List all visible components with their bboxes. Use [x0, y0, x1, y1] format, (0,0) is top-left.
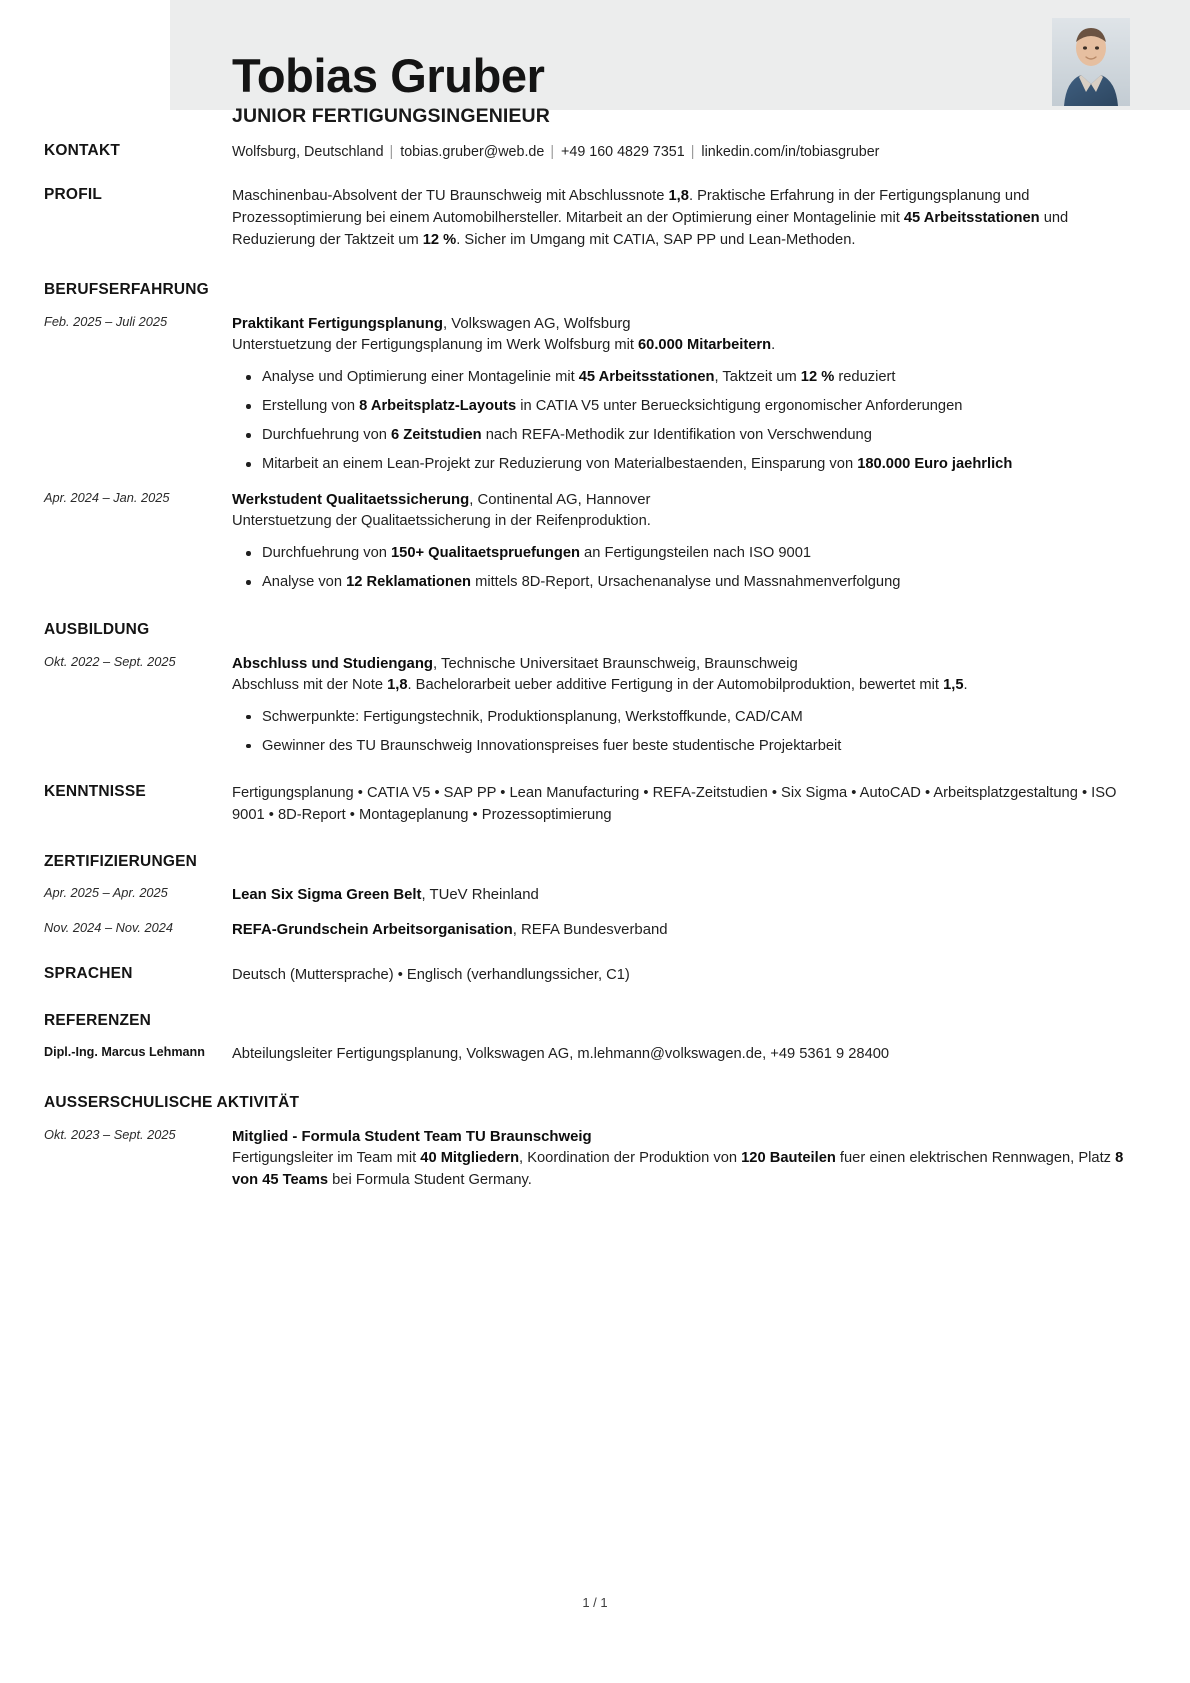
entry-title-strong: Abschluss und Studiengang	[232, 656, 434, 673]
contact-line	[232, 142, 1142, 162]
entry-date: Okt. 2023 – Sept. 2025	[44, 1127, 176, 1143]
extracurricular-section-header	[44, 1094, 1142, 1112]
section-title-kontakt: KONTAKT	[44, 142, 121, 159]
entry-title	[232, 1126, 1142, 1148]
contact-section	[44, 142, 1142, 162]
certification-body	[232, 884, 1142, 906]
page-footer	[0, 1595, 1190, 1610]
list-item: Schwerpunkte: Fertigungstechnik, Produktionsplanung, Werkstoffkunde, CAD/CAM	[262, 706, 1142, 728]
contact-body	[232, 142, 1142, 162]
entry-date: Okt. 2022 – Sept. 2025	[44, 654, 176, 670]
certification-date: Apr. 2025 – Apr. 2025	[44, 884, 168, 900]
reference-name-col	[44, 1044, 232, 1061]
emphasis: 40 Mitgliedern	[420, 1150, 520, 1167]
entry-row	[44, 313, 1142, 475]
emphasis: 8 Arbeitsplatz-Layouts	[359, 398, 517, 415]
entry-date-col	[44, 313, 232, 332]
entry-title: Praktikant Fertigungsplanung, Volkswagen AG, Wolfsburg	[232, 316, 631, 333]
contact-email[interactable]: tobias.gruber@web.de	[400, 144, 545, 160]
contact-divider: |	[690, 144, 695, 160]
education-entries	[44, 653, 1142, 757]
entry-body	[232, 489, 1142, 593]
reference-entries	[44, 1044, 1142, 1066]
certification-entries	[44, 884, 1142, 941]
emphasis: 60.000 Mitarbeitern	[638, 337, 772, 354]
emphasis: 45 Arbeitsstationen	[903, 209, 1040, 226]
emphasis: 6 Zeitstudien	[391, 427, 482, 444]
entry-title-strong: Werkstudent Qualitaetssicherung	[232, 492, 470, 509]
certification-title: Lean Six Sigma Green Belt, TUeV Rheinland	[232, 886, 539, 903]
certification-date-col	[44, 884, 232, 903]
entry-bullet-list	[232, 366, 1142, 475]
reference-row	[44, 1044, 1142, 1066]
entry-summary: Abschluss mit der Note 1,8. Bachelorarbeit ueber additive Fertigung in der Automobilproduktion, bewertet mit 1,5.	[232, 677, 968, 694]
entry-body	[232, 313, 1142, 475]
languages-label-col	[44, 965, 232, 983]
certification-date-col	[44, 919, 232, 938]
emphasis: 12 %	[800, 369, 835, 386]
education-section-header	[44, 621, 1142, 639]
list-item: Analyse von 12 Reklamationen mittels 8D-Report, Ursachenanalyse und Massnahmenverfolgung	[262, 571, 1142, 593]
languages-section	[44, 965, 1142, 987]
languages-body	[232, 965, 1142, 987]
emphasis: 12 Reklamationen	[346, 574, 472, 591]
contact-linkedin[interactable]: linkedin.com/in/tobiasgruber	[701, 144, 880, 160]
profile-body	[232, 186, 1142, 251]
emphasis: 150+ Qualitaetspruefungen	[391, 545, 580, 562]
emphasis: 8 von 45 Teams	[232, 1150, 1124, 1188]
entry-title-strong: Mitglied - Formula Student Team TU Braunschweig	[232, 1129, 592, 1146]
profile-label-col	[44, 186, 232, 204]
entry-body	[232, 653, 1142, 757]
list-item: Erstellung von 8 Arbeitsplatz-Layouts in CATIA V5 unter Beruecksichtigung ergonomischer Anforderungen	[262, 395, 1142, 417]
entry-title-strong: Praktikant Fertigungsplanung	[232, 316, 443, 333]
certification-title-strong: Lean Six Sigma Green Belt	[232, 886, 422, 903]
contact-divider: |	[389, 144, 394, 160]
emphasis: 120 Bauteilen	[741, 1150, 836, 1167]
list-item: Durchfuehrung von 6 Zeitstudien nach REFA-Methodik zur Identifikation von Verschwendung	[262, 424, 1142, 446]
section-title-referenzen: REFERENZEN	[44, 1012, 152, 1030]
certification-row	[44, 884, 1142, 906]
contact-label-col	[44, 142, 232, 160]
entry-date-col	[44, 653, 232, 672]
reference-name: Dipl.-Ing. Marcus Lehmann	[44, 1045, 205, 1060]
profile-text: Maschinenbau-Absolvent der TU Braunschweig mit Abschlussnote 1,8. Praktische Erfahrung in der Fertigungsplanung und Prozessoptimierung bei einem Automobilhersteller. Mitarbeit an der Optimierung einer Montagelinie mit 45 Arbeitsstationen und Reduzierung der Taktzeit um 12 %. Sicher im Umgang mit CATIA, SAP PP und Lean-Methoden.	[232, 188, 1069, 248]
emphasis: 1,8	[668, 188, 689, 205]
skills-label-col	[44, 783, 232, 801]
entry-summary: Fertigungsleiter im Team mit 40 Mitgliedern, Koordination der Produktion von 120 Bauteilen fuer einen elektrischen Rennwagen, Platz 8 von 45 Teams bei Formula Student Germany.	[232, 1150, 1124, 1188]
list-item: Durchfuehrung von 150+ Qualitaetspruefungen an Fertigungsteilen nach ISO 9001	[262, 542, 1142, 564]
resume-header	[44, 0, 1142, 128]
certification-row	[44, 919, 1142, 941]
section-title-zertifizierungen: ZERTIFIZIERUNGEN	[44, 852, 198, 870]
reference-body	[232, 1044, 1142, 1066]
section-title-ausserschulische-aktivitaet: AUSSERSCHULISCHE AKTIVITÄT	[44, 1094, 300, 1112]
emphasis: 12 %	[422, 231, 457, 248]
list-item: Gewinner des TU Braunschweig Innovationspreises fuer beste studentische Projektarbeit	[262, 735, 1142, 757]
section-title-sprachen: SPRACHEN	[44, 964, 133, 982]
skills-section	[44, 783, 1142, 827]
job-title: JUNIOR FERTIGUNGSINGENIEUR	[232, 105, 550, 127]
contact-divider: |	[550, 144, 555, 160]
reference-detail: Abteilungsleiter Fertigungsplanung, Volkswagen AG, m.lehmann@volkswagen.de, +49 5361 9 28400	[232, 1046, 890, 1063]
skills-list: Fertigungsplanung • CATIA V5 • SAP PP • Lean Manufacturing • REFA-Zeitstudien • Six Sigma • AutoCAD • Arbeitsplatzgestaltung • ISO 9001 • 8D-Report • Montageplanung • Prozessoptimierung	[232, 785, 1117, 823]
certification-title-strong: REFA-Grundschein Arbeitsorganisation	[232, 921, 513, 938]
avatar	[1052, 18, 1130, 106]
references-section-header	[44, 1012, 1142, 1030]
entry-row	[44, 653, 1142, 757]
skills-body	[232, 783, 1142, 827]
entry-bullet-list	[232, 542, 1142, 593]
emphasis: 180.000 Euro jaehrlich	[857, 456, 1013, 473]
section-title-kenntnisse: KENNTNISSE	[44, 783, 146, 801]
emphasis: 1,8	[387, 677, 408, 694]
page-title: Tobias Gruber	[232, 49, 545, 102]
experience-section-header	[44, 281, 1142, 299]
entry-body	[232, 1126, 1142, 1192]
section-title-berufserfahrung: BERUFSERFAHRUNG	[44, 281, 209, 299]
certification-title: REFA-Grundschein Arbeitsorganisation, REFA Bundesverband	[232, 921, 668, 938]
profile-section	[44, 186, 1142, 251]
certification-date: Nov. 2024 – Nov. 2024	[44, 919, 173, 935]
list-item: Analyse und Optimierung einer Montagelinie mit 45 Arbeitsstationen, Taktzeit um 12 % reduziert	[262, 366, 1142, 388]
entry-summary: Unterstuetzung der Qualitaetssicherung in der Reifenproduktion.	[232, 513, 651, 530]
entry-date-col	[44, 1126, 232, 1145]
emphasis: 1,5	[943, 677, 964, 694]
contact-location: Wolfsburg, Deutschland	[232, 144, 384, 160]
entry-date: Apr. 2024 – Jan. 2025	[44, 490, 170, 506]
certification-body	[232, 919, 1142, 941]
portrait-photo-icon	[1052, 18, 1130, 106]
entry-bullet-list	[232, 706, 1142, 757]
extracurricular-entries	[44, 1126, 1142, 1192]
contact-phone[interactable]: +49 160 4829 7351	[561, 144, 685, 160]
section-title-profil: PROFIL	[44, 186, 103, 204]
section-title-ausbildung: AUSBILDUNG	[44, 621, 150, 639]
entry-title: Werkstudent Qualitaetssicherung, Continental AG, Hannover	[232, 492, 651, 509]
entry-row	[44, 1126, 1142, 1192]
emphasis: 45 Arbeitsstationen	[578, 369, 715, 386]
entry-summary: Unterstuetzung der Fertigungsplanung im Werk Wolfsburg mit 60.000 Mitarbeitern.	[232, 337, 776, 354]
experience-entries	[44, 313, 1142, 593]
entry-title: Abschluss und Studiengang, Technische Universitaet Braunschweig, Braunschweig	[232, 656, 798, 673]
list-item: Mitarbeit an einem Lean-Projekt zur Reduzierung von Materialbestaenden, Einsparung von 180.000 Euro jaehrlich	[262, 453, 1142, 475]
entry-date: Feb. 2025 – Juli 2025	[44, 314, 168, 330]
languages-list: Deutsch (Muttersprache) • Englisch (verhandlungssicher, C1)	[232, 966, 630, 983]
entry-date-col	[44, 489, 232, 508]
page-indicator: 1 / 1	[582, 1595, 608, 1610]
entry-row	[44, 489, 1142, 593]
certifications-section-header	[44, 853, 1142, 871]
